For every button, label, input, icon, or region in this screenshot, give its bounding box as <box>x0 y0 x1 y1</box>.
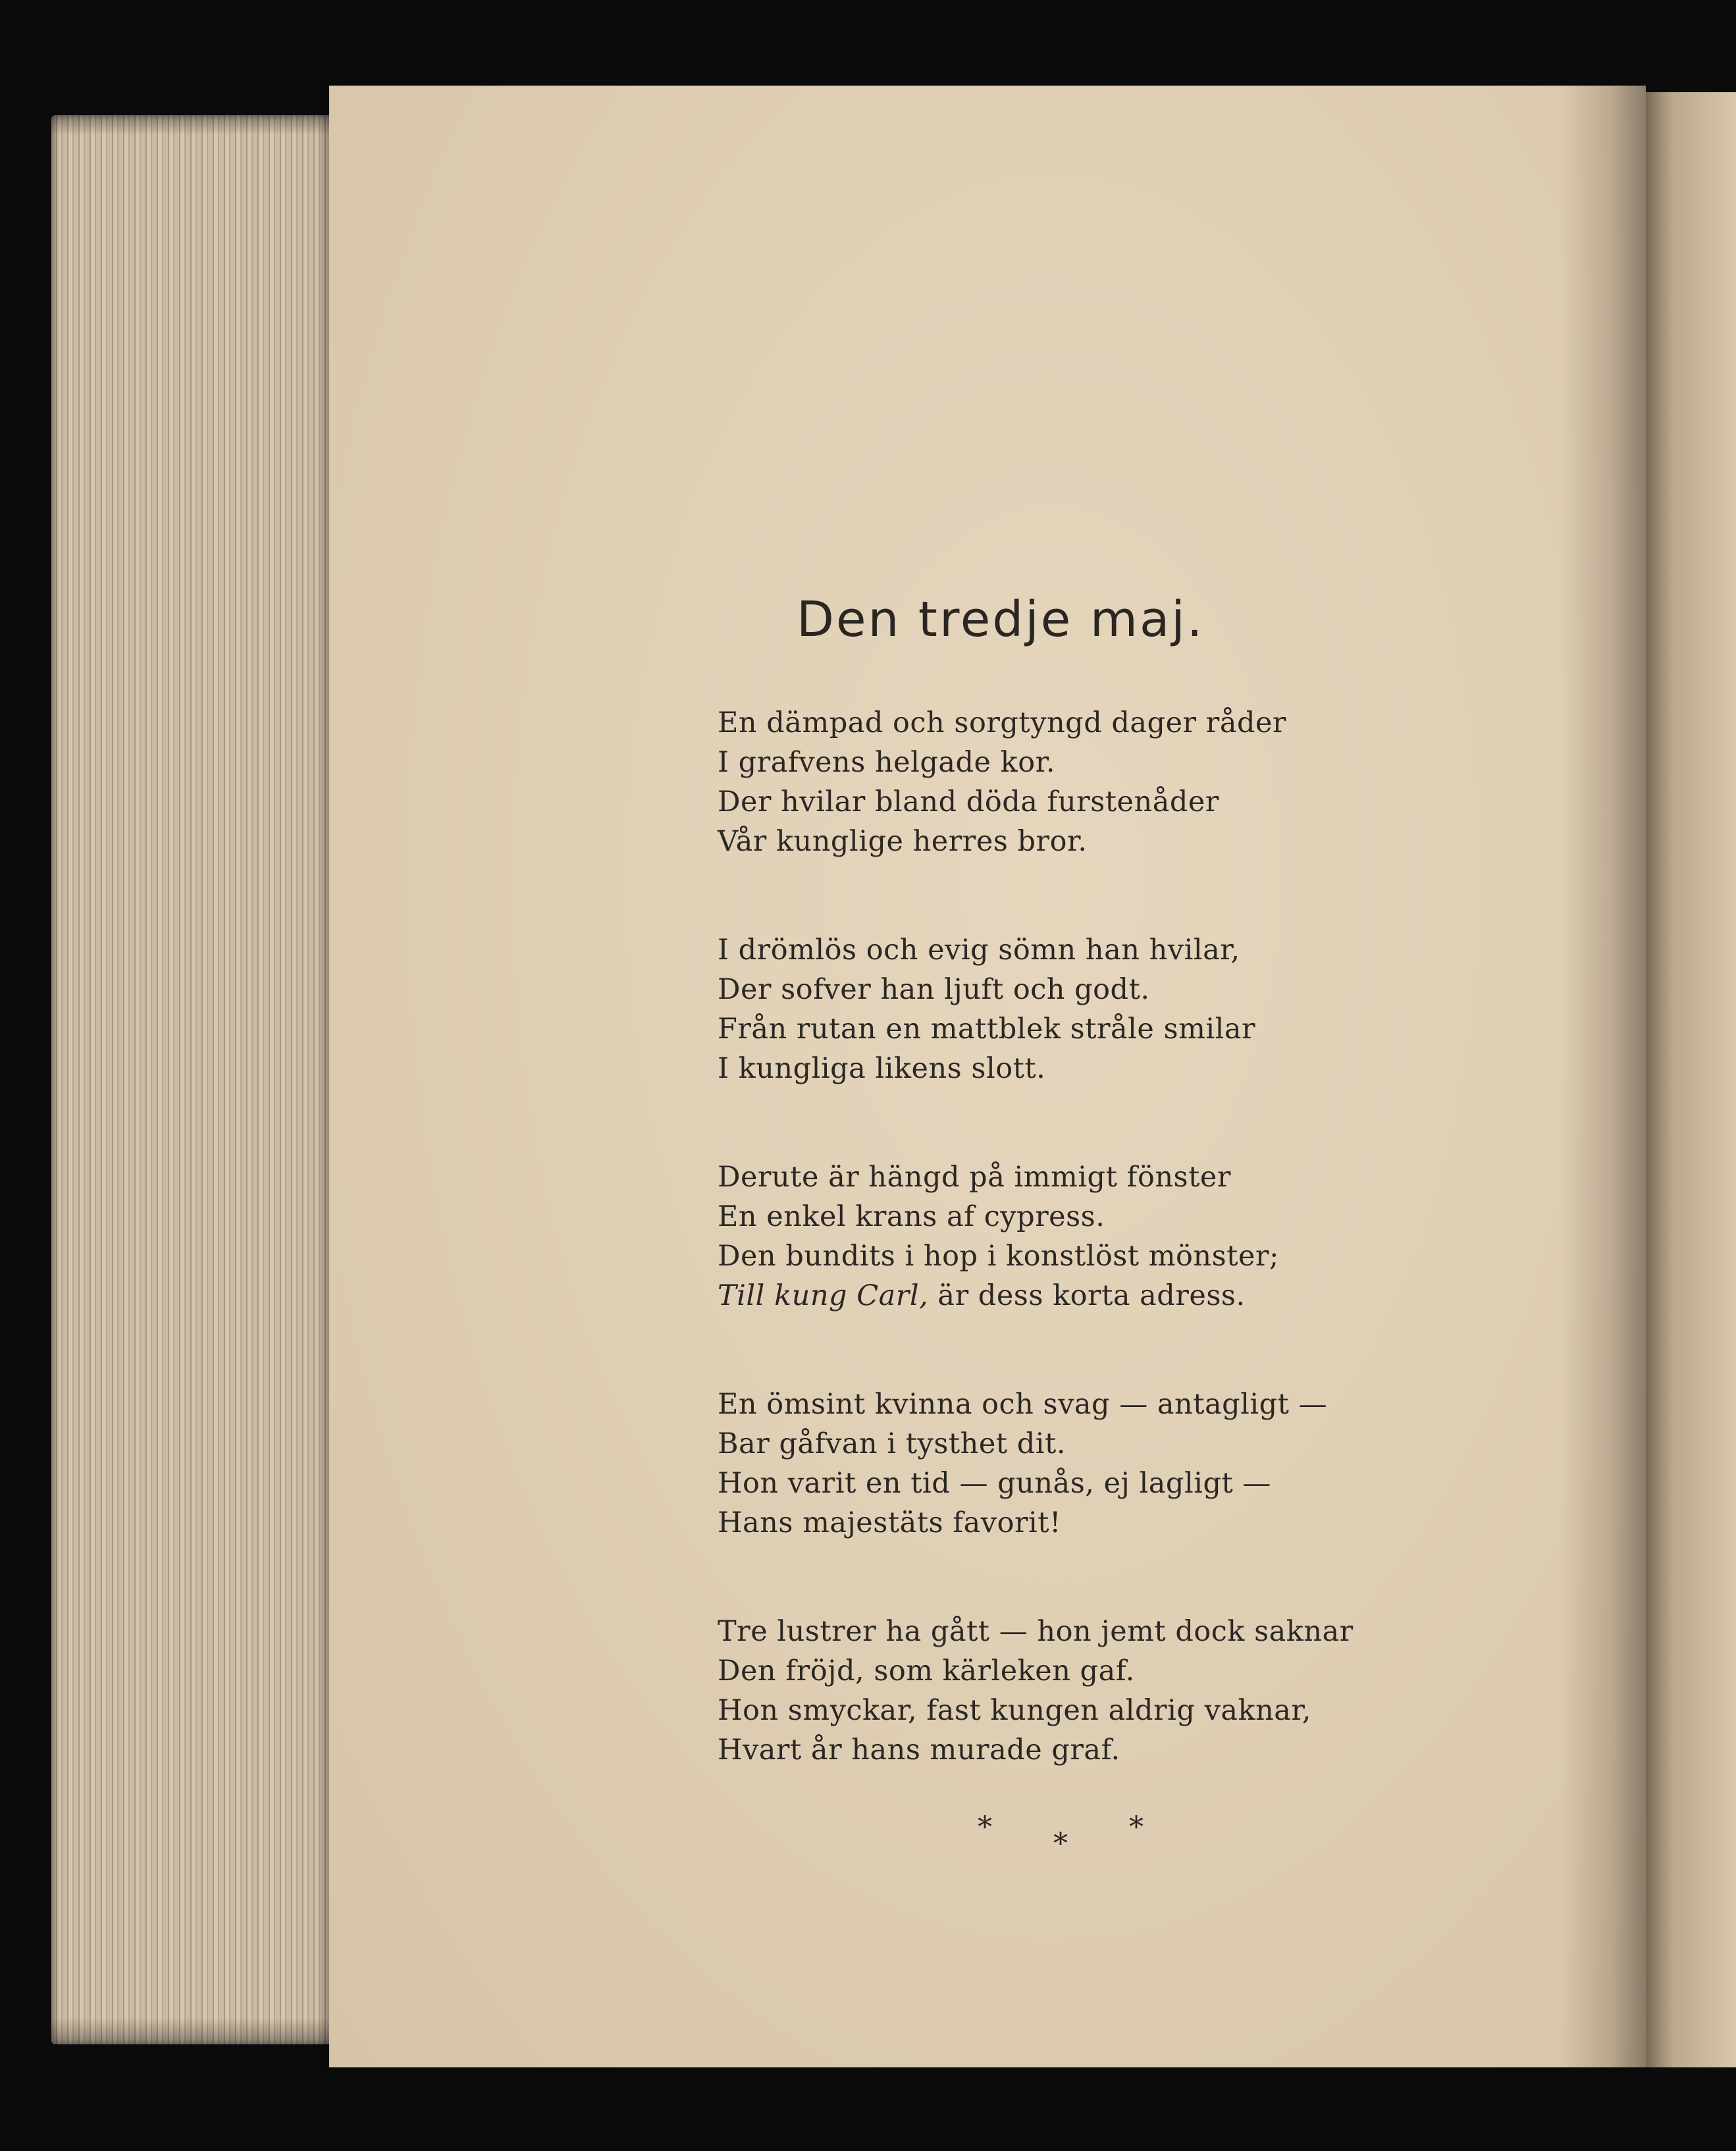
address-rest: är dess korta adress. <box>928 1279 1246 1312</box>
page-edges-shadow-bottom <box>51 2018 341 2044</box>
stanza-2 <box>718 930 1442 1088</box>
page-edges-shadow-top <box>51 115 341 135</box>
stanza-4 <box>718 1385 1442 1543</box>
poem-line: Hans majestäts favorit! <box>718 1506 1061 1539</box>
poem-body <box>718 703 1442 1839</box>
poem-line: Derute är hängd på immigt fönster <box>718 1161 1231 1194</box>
poem-line: En enkel krans af cypress. <box>718 1200 1105 1233</box>
poem-line: Hon varit en tid — gunås, ej lagligt — <box>718 1467 1271 1500</box>
page-edges-stack <box>51 115 341 2044</box>
asterisk: * <box>1129 1811 1144 1844</box>
poem-line: Der hvilar bland döda furstenåder <box>718 785 1219 818</box>
poem-line: Tre lustrer ha gått — hon jemt dock saknar <box>718 1615 1354 1648</box>
stanza-3 <box>718 1157 1442 1315</box>
poem-line-address <box>718 1276 1442 1315</box>
poem-line: I grafvens helgade kor. <box>718 746 1056 779</box>
poem-line: Hon smyckar, fast kungen aldrig vaknar, <box>718 1694 1311 1727</box>
poem-line: Hvart år hans murade graf. <box>718 1734 1120 1766</box>
poem-title: Den tredje maj. <box>797 591 1205 648</box>
poem-line: Der sofver han ljuft och godt. <box>718 973 1150 1006</box>
section-separator <box>978 1811 1149 1863</box>
poem-line: En ömsint kvinna och svag — antagligt — <box>718 1388 1328 1421</box>
page-gutter-shadow <box>1560 86 1646 2067</box>
poem-line: I drömlös och evig sömn han hvilar, <box>718 934 1240 967</box>
poem-line: I kungliga likens slott. <box>718 1052 1046 1085</box>
poem-line: Vår kunglige herres bror. <box>718 825 1088 858</box>
stanza-1 <box>718 703 1442 861</box>
poem-line: Från rutan en mattblek stråle smilar <box>718 1013 1256 1046</box>
facing-page-edge <box>1646 92 1736 2067</box>
poem-line: Den bundits i hop i konstlöst mönster; <box>718 1240 1279 1273</box>
asterisk: * <box>1053 1827 1068 1861</box>
address-italic: Till kung Carl, <box>718 1279 929 1312</box>
asterisk: * <box>978 1811 992 1844</box>
poem-line: En dämpad och sorgtyngd dager råder <box>718 706 1286 739</box>
poem-line: Bar gåfvan i tysthet dit. <box>718 1427 1066 1460</box>
stanza-5 <box>718 1612 1442 1770</box>
poem-line: Den fröjd, som kärleken gaf. <box>718 1655 1135 1687</box>
